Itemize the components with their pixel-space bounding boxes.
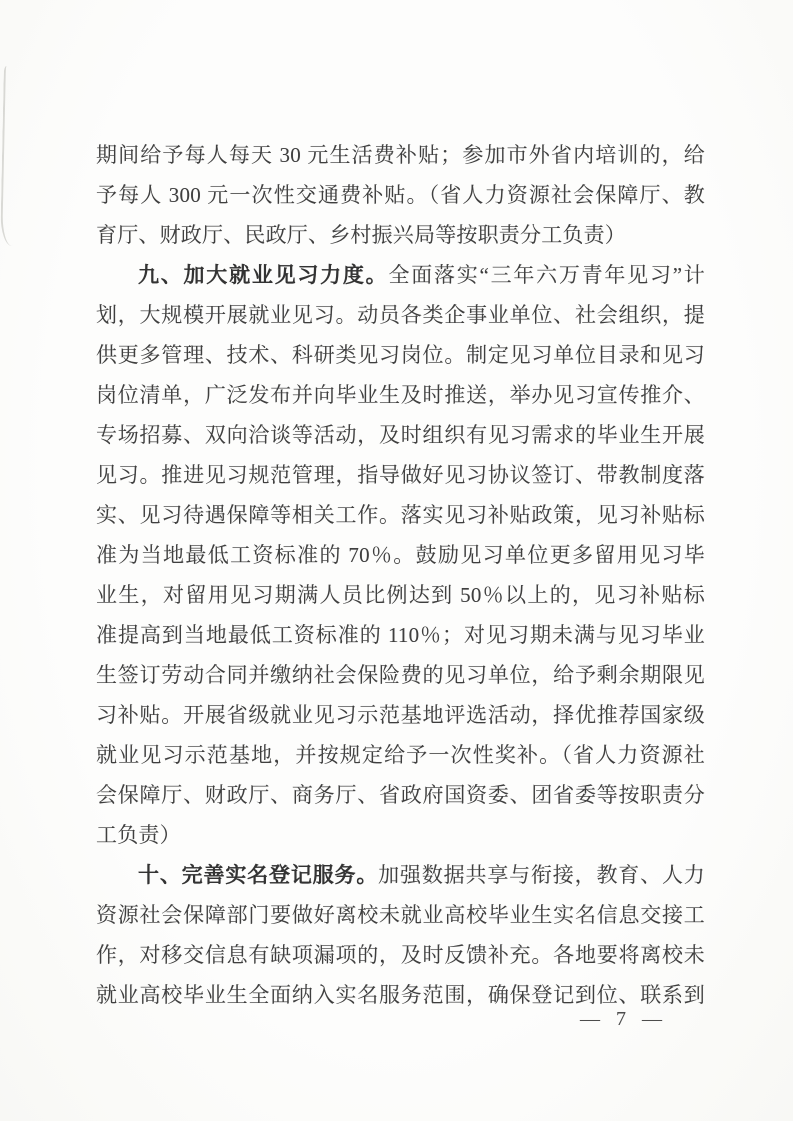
section-10-heading: 十、完善实名登记服务。 [138,863,379,887]
text-line [96,375,705,415]
line-text: 就业见习示范基地，并按规定给予一次性奖补。（省人力资源社 [96,743,705,767]
line-text: 实、见习待遇保障等相关工作。落实见习补贴政策，见习补贴标 [96,503,705,527]
text-line [96,895,705,935]
text-line [96,775,705,815]
text-line [96,455,705,495]
line-text: 准提高到当地最低工资标准的 110％；对见习期未满与见习毕业 [96,623,705,647]
text-line [96,535,705,575]
text-line [96,695,705,735]
line-text: 工负责） [96,823,181,847]
text-line [96,255,705,295]
text-line [96,815,705,855]
line-text: 加强数据共享与衔接，教育、人力 [378,863,705,887]
line-text: 供更多管理、技术、科研类见习岗位。制定见习单位目录和见习 [96,343,705,367]
line-text: 岗位清单，广泛发布并向毕业生及时推送，举办见习宣传推介、 [96,383,705,407]
text-line [96,215,705,255]
text-line [96,575,705,615]
line-text: 会保障厅、财政厅、商务厅、省政府国资委、团省委等按职责分 [96,783,705,807]
text-line [96,735,705,775]
line-text: 全面落实“三年六万青年见习”计 [388,263,705,287]
line-text: 专场招募、双向洽谈等活动，及时组织有见习需求的毕业生开展 [96,423,705,447]
text-line [96,415,705,455]
page-footer [580,1002,663,1036]
text-line [96,615,705,655]
text-line [96,655,705,695]
line-text: 予每人 300 元一次性交通费补贴。（省人力资源社会保障厅、教 [96,183,705,207]
line-text: 见习。推进见习规范管理，指导做好见习协议签订、带教制度落 [96,463,705,487]
text-line [96,335,705,375]
line-text: 习补贴。开展省级就业见习示范基地评选活动，择优推荐国家级 [96,703,705,727]
line-text: 准为当地最低工资标准的 70％。鼓励见习单位更多留用见习毕 [96,543,705,567]
text-line [96,295,705,335]
line-text: 业生，对留用见习期满人员比例达到 50％以上的，见习补贴标 [96,583,705,607]
text-line [96,495,705,535]
text-line [96,855,705,895]
section-9-heading: 九、加大就业见习力度。 [138,263,389,287]
scan-edge-artifact [0,66,16,246]
text-line [96,175,705,215]
line-text: 期间给予每人每天 30 元生活费补贴；参加市外省内培训的，给 [96,143,705,167]
page-number: — 7 — [580,1008,663,1030]
line-text: 资源社会保障部门要做好离校未就业高校毕业生实名信息交接工 [96,903,705,927]
line-text: 划，大规模开展就业见习。动员各类企事业单位、社会组织，提 [96,303,705,327]
line-text: 作，对移交信息有缺项漏项的，及时反馈补充。各地要将离校未 [96,943,705,967]
line-text: 生签订劳动合同并缴纳社会保险费的见习单位，给予剩余期限见 [96,663,705,687]
document-text [96,135,705,1015]
text-line [96,935,705,975]
line-text: 就业高校毕业生全面纳入实名服务范围，确保登记到位、联系到 [96,983,705,1007]
line-text: 育厅、财政厅、民政厅、乡村振兴局等按职责分工负责） [96,223,626,247]
text-line [96,135,705,175]
